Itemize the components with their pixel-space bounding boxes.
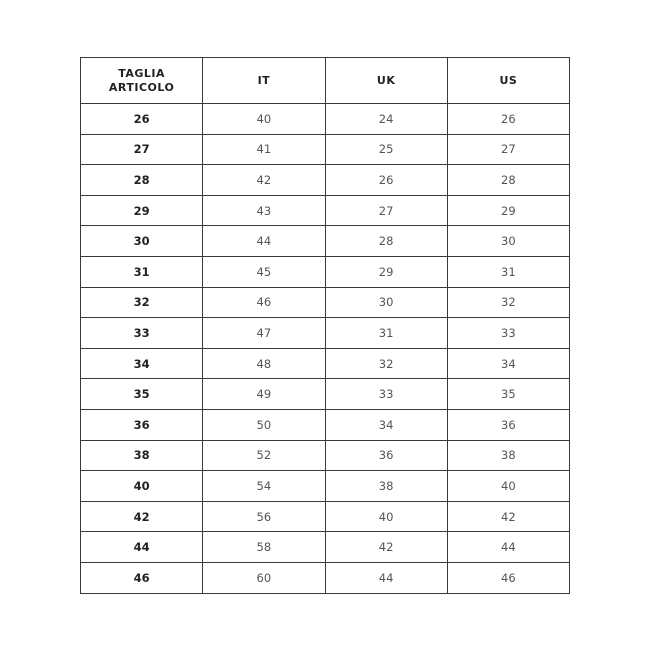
header-it: IT [203, 58, 325, 104]
cell-it: 50 [203, 409, 325, 440]
cell-us: 35 [447, 379, 569, 410]
table-row [81, 348, 570, 379]
cell-uk: 27 [325, 195, 447, 226]
table-row [81, 379, 570, 410]
table-row [81, 195, 570, 226]
table-row [81, 104, 570, 135]
cell-uk: 31 [325, 318, 447, 349]
cell-it: 54 [203, 471, 325, 502]
cell-uk: 26 [325, 165, 447, 196]
cell-us: 42 [447, 501, 569, 532]
cell-us: 29 [447, 195, 569, 226]
cell-it: 48 [203, 348, 325, 379]
table-row [81, 501, 570, 532]
cell-uk: 42 [325, 532, 447, 563]
cell-us: 46 [447, 562, 569, 593]
cell-it: 49 [203, 379, 325, 410]
cell-us: 40 [447, 471, 569, 502]
table-row [81, 287, 570, 318]
header-us: US [447, 58, 569, 104]
cell-uk: 24 [325, 104, 447, 135]
cell-it: 60 [203, 562, 325, 593]
cell-uk: 33 [325, 379, 447, 410]
table-row [81, 562, 570, 593]
table-row [81, 134, 570, 165]
cell-taglia: 42 [81, 501, 203, 532]
cell-it: 44 [203, 226, 325, 257]
cell-it: 52 [203, 440, 325, 471]
cell-it: 46 [203, 287, 325, 318]
cell-us: 26 [447, 104, 569, 135]
cell-taglia: 40 [81, 471, 203, 502]
cell-taglia: 31 [81, 256, 203, 287]
cell-uk: 32 [325, 348, 447, 379]
header-row [81, 58, 570, 104]
cell-it: 43 [203, 195, 325, 226]
table-row [81, 226, 570, 257]
table-row [81, 165, 570, 196]
cell-taglia: 29 [81, 195, 203, 226]
header-uk: UK [325, 58, 447, 104]
cell-taglia: 35 [81, 379, 203, 410]
cell-it: 40 [203, 104, 325, 135]
cell-uk: 38 [325, 471, 447, 502]
cell-taglia: 27 [81, 134, 203, 165]
cell-taglia: 30 [81, 226, 203, 257]
table-row [81, 256, 570, 287]
header-taglia-articolo [81, 58, 203, 104]
table-row [81, 409, 570, 440]
cell-taglia: 28 [81, 165, 203, 196]
cell-it: 45 [203, 256, 325, 287]
cell-uk: 44 [325, 562, 447, 593]
cell-uk: 29 [325, 256, 447, 287]
cell-it: 58 [203, 532, 325, 563]
cell-taglia: 33 [81, 318, 203, 349]
table-row [81, 318, 570, 349]
table-row [81, 440, 570, 471]
cell-us: 36 [447, 409, 569, 440]
cell-us: 32 [447, 287, 569, 318]
cell-us: 44 [447, 532, 569, 563]
cell-taglia: 46 [81, 562, 203, 593]
cell-taglia: 38 [81, 440, 203, 471]
cell-taglia: 44 [81, 532, 203, 563]
cell-us: 27 [447, 134, 569, 165]
cell-uk: 34 [325, 409, 447, 440]
cell-uk: 40 [325, 501, 447, 532]
size-conversion-table [80, 57, 570, 594]
cell-taglia: 36 [81, 409, 203, 440]
cell-taglia: 32 [81, 287, 203, 318]
cell-it: 41 [203, 134, 325, 165]
table-body [81, 104, 570, 594]
cell-taglia: 34 [81, 348, 203, 379]
cell-uk: 28 [325, 226, 447, 257]
cell-uk: 30 [325, 287, 447, 318]
header-taglia-line1: TAGLIA [118, 66, 166, 80]
cell-us: 30 [447, 226, 569, 257]
cell-uk: 36 [325, 440, 447, 471]
cell-it: 47 [203, 318, 325, 349]
cell-it: 56 [203, 501, 325, 532]
table-row [81, 532, 570, 563]
cell-us: 38 [447, 440, 569, 471]
cell-uk: 25 [325, 134, 447, 165]
cell-us: 31 [447, 256, 569, 287]
cell-us: 34 [447, 348, 569, 379]
cell-us: 28 [447, 165, 569, 196]
cell-taglia: 26 [81, 104, 203, 135]
header-taglia-line2: ARTICOLO [108, 80, 175, 94]
table-row [81, 471, 570, 502]
cell-it: 42 [203, 165, 325, 196]
cell-us: 33 [447, 318, 569, 349]
